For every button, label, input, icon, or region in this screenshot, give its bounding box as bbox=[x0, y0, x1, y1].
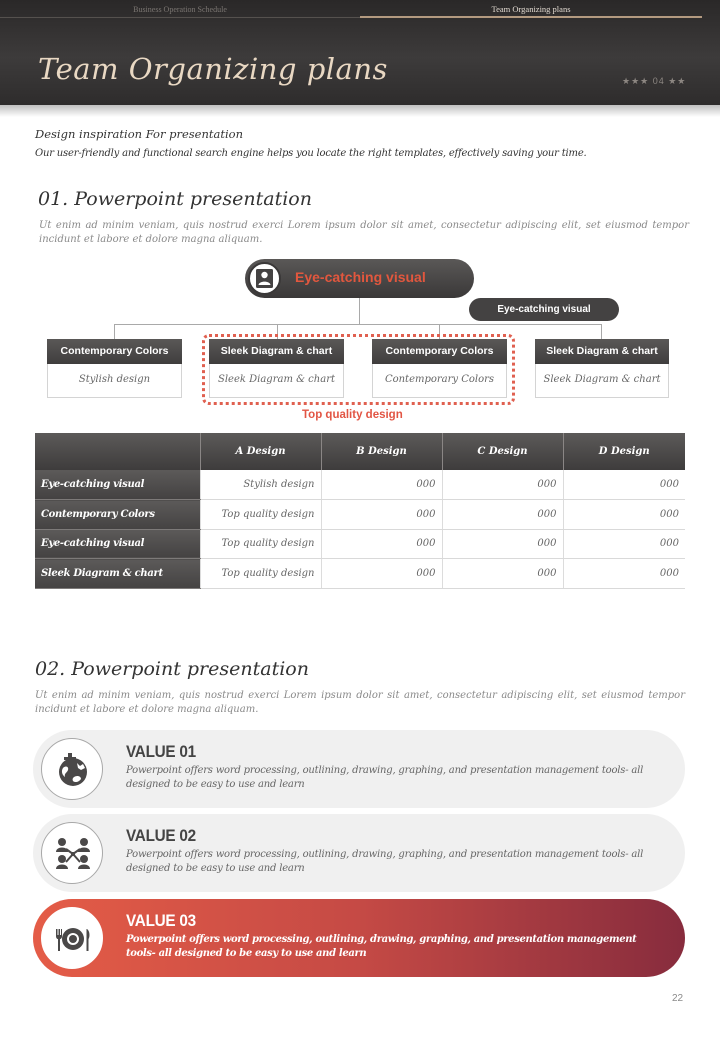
table-cell: 000 bbox=[563, 529, 685, 559]
row-header: Eye-catching visual bbox=[35, 470, 200, 500]
globe-icon bbox=[41, 738, 103, 800]
row-header: Sleek Diagram & chart bbox=[35, 559, 200, 589]
page-title: Team Organizing plans bbox=[38, 52, 388, 86]
column-header: B Design bbox=[321, 433, 442, 470]
table-cell: 000 bbox=[321, 559, 442, 589]
section-1-title: 01. Powerpoint presentation bbox=[38, 188, 312, 210]
table-row bbox=[35, 500, 685, 530]
intro-heading: Design inspiration For presentation bbox=[35, 127, 244, 141]
org-node-title: Contemporary Colors bbox=[372, 339, 507, 364]
table-cell: 000 bbox=[563, 500, 685, 530]
value-description: Powerpoint offers word processing, outlining, drawing, graphing, and presentation management tools- all designed to be easy to use and learn bbox=[126, 849, 644, 874]
table-cell: Top quality design bbox=[200, 559, 321, 589]
team-network-icon bbox=[41, 822, 103, 884]
row-header: Contemporary Colors bbox=[35, 500, 200, 530]
section-1-text: Ut enim ad minim veniam, quis nostrud exerci Lorem ipsum dolor sit amet, consectetur adipiscing elit, set eiusmod tempor incidunt et labore et dolore magna aliquam. bbox=[39, 220, 689, 245]
table-cell: 000 bbox=[442, 559, 563, 589]
table-row bbox=[35, 470, 685, 500]
column-header: C Design bbox=[442, 433, 563, 470]
table-cell: 000 bbox=[563, 470, 685, 500]
table-cell: 000 bbox=[321, 529, 442, 559]
org-node-body: Sleek Diagram & chart bbox=[535, 364, 669, 398]
value-card-3 bbox=[33, 899, 685, 977]
header-bar bbox=[0, 0, 720, 105]
org-node-body: Stylish design bbox=[47, 364, 182, 398]
design-comparison-table bbox=[35, 433, 685, 589]
value-title: VALUE 02 bbox=[126, 826, 196, 845]
value-title: VALUE 03 bbox=[126, 911, 196, 930]
table-cell: 000 bbox=[442, 470, 563, 500]
table-cell: Top quality design bbox=[200, 529, 321, 559]
org-node-title: Contemporary Colors bbox=[47, 339, 182, 364]
tab-label: Team Organizing plans bbox=[491, 4, 571, 14]
org-node-title: Sleek Diagram & chart bbox=[209, 339, 344, 364]
value-card-1 bbox=[33, 730, 685, 808]
org-node-body: Sleek Diagram & chart bbox=[209, 364, 344, 398]
value-card-2 bbox=[33, 814, 685, 892]
table-cell: 000 bbox=[563, 559, 685, 589]
value-description: Powerpoint offers word processing, outlining, drawing, graphing, and presentation management tools- all designed to be easy to use and learn bbox=[126, 765, 644, 790]
person-icon bbox=[248, 262, 281, 295]
dining-plate-icon bbox=[41, 907, 103, 969]
section-2-text: Ut enim ad minim veniam, quis nostrud exerci Lorem ipsum dolor sit amet, consectetur adipiscing elit, set eiusmod tempor incidunt et labore et dolore magna aliquam. bbox=[35, 690, 685, 715]
tab-business-operation-schedule[interactable]: Business Operation Schedule bbox=[0, 0, 360, 18]
table-corner-cell bbox=[35, 433, 200, 470]
table-cell: 000 bbox=[442, 500, 563, 530]
value-description: Powerpoint offers word processing, outlining, drawing, graphing, and presentation management tools- all designed to be easy to use and learn bbox=[126, 934, 637, 959]
table-cell: 000 bbox=[321, 500, 442, 530]
value-title: VALUE 01 bbox=[126, 742, 196, 761]
org-root-node bbox=[245, 259, 474, 298]
highlight-label: Top quality design bbox=[302, 409, 403, 421]
org-sub-node: Eye-catching visual bbox=[469, 298, 619, 321]
connector-vertical bbox=[359, 298, 360, 325]
column-header: A Design bbox=[200, 433, 321, 470]
row-header: Eye-catching visual bbox=[35, 529, 200, 559]
table-cell: Stylish design bbox=[200, 470, 321, 500]
org-node-body: Contemporary Colors bbox=[372, 364, 507, 398]
intro-text: Our user-friendly and functional search engine helps you locate the right templates, effectively saving your time. bbox=[35, 148, 587, 159]
table-row bbox=[35, 529, 685, 559]
org-node-title: Sleek Diagram & chart bbox=[535, 339, 669, 364]
tab-team-organizing-plans[interactable] bbox=[360, 0, 702, 18]
connector-drop bbox=[114, 324, 115, 339]
table-header-row bbox=[35, 433, 685, 470]
table-cell: 000 bbox=[442, 529, 563, 559]
org-node-4 bbox=[535, 339, 669, 398]
column-header: D Design bbox=[563, 433, 685, 470]
org-root-label: Eye-catching visual bbox=[295, 269, 426, 285]
page-number: 22 bbox=[672, 993, 684, 1004]
table-row bbox=[35, 559, 685, 589]
connector-drop bbox=[601, 324, 602, 339]
org-node-1 bbox=[47, 339, 182, 398]
page-indicator: ★★★ 04 ★★ bbox=[622, 76, 687, 86]
table-cell: 000 bbox=[321, 470, 442, 500]
section-2-title: 02. Powerpoint presentation bbox=[35, 658, 309, 680]
table-cell: Top quality design bbox=[200, 500, 321, 530]
header-shadow bbox=[0, 105, 720, 117]
highlight-frame bbox=[202, 334, 515, 405]
connector-horizontal bbox=[114, 324, 602, 325]
